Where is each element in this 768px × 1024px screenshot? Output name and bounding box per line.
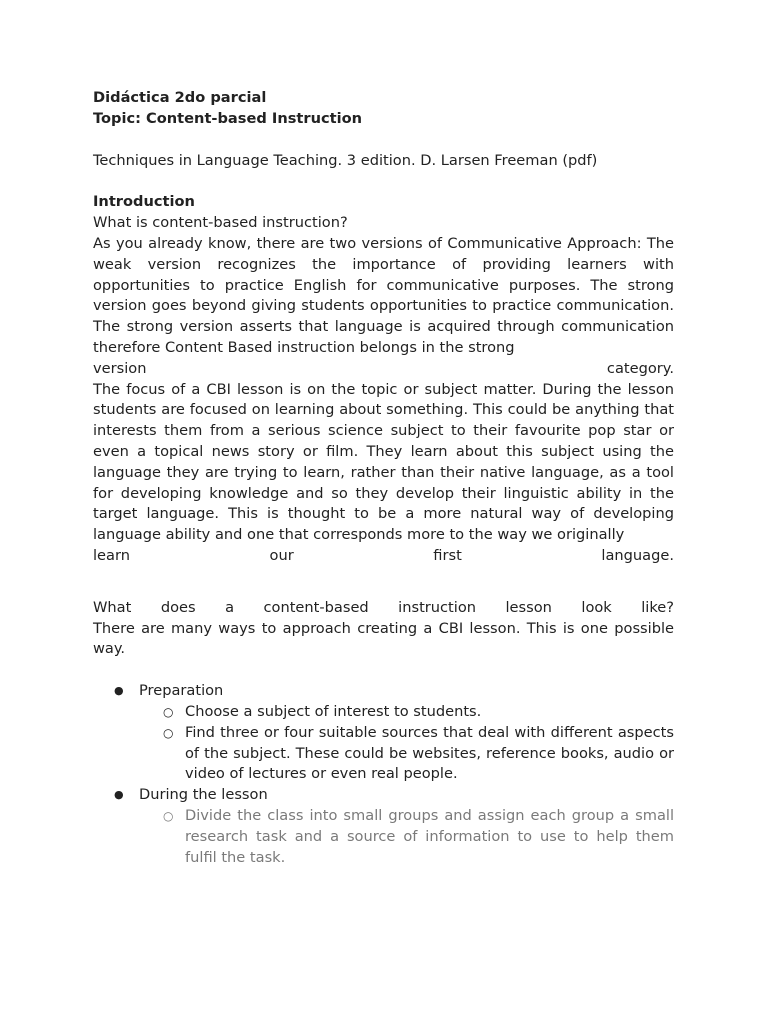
sub-list-preparation	[93, 702, 674, 785]
sub-list-during-lesson	[93, 806, 674, 868]
introduction-heading: Introduction	[93, 193, 195, 211]
sub-list-item	[93, 702, 674, 723]
question-what-is-cbi: What is content-based instruction?	[93, 214, 348, 232]
circle-bullet-icon: ○	[163, 808, 174, 823]
sub-list-item-text: Choose a subject of interest to students.	[185, 702, 482, 720]
list-item-label: Preparation	[139, 682, 224, 700]
list-item-preparation	[93, 681, 674, 785]
paragraph-cbi-focus	[93, 380, 674, 567]
bullet-icon: ●	[114, 788, 124, 802]
list-item-label: During the lesson	[139, 786, 268, 804]
lesson-steps-list	[93, 681, 674, 868]
circle-bullet-icon: ○	[163, 725, 174, 740]
sub-list-item	[93, 806, 674, 868]
sub-list-item-text: Divide the class into small groups and assign each group a small research task and a source of information to use to help them fulfil the task.	[185, 806, 674, 866]
paragraph-2-last-line: learn our first language.	[93, 546, 674, 564]
sub-list-item	[93, 723, 674, 785]
paragraph-1-last-line: version category.	[93, 359, 674, 377]
document-title: Didáctica 2do parcial	[93, 89, 267, 106]
paragraph-approaches: There are many ways to approach creating a CBI lesson. This is one possible way.	[93, 619, 674, 658]
reference-line: Techniques in Language Teaching. 3 edition. D. Larsen Freeman (pdf)	[93, 151, 598, 169]
paragraph-1-body: As you already know, there are two versions of Communicative Approach: The weak version recognizes the importance of providing learners with opportunities to practice English for communicative purposes. The strong version goes beyond giving students opportunities to practice communication. The strong version asserts that language is acquired through communication therefore Content Based instruction belongs in the strong	[93, 234, 674, 356]
paragraph-2-body: The focus of a CBI lesson is on the topic or subject matter. During the lesson students are focused on learning about something. This could be anything that interests them from a serious science subject to their favourite pop star or even a topical news story or film. They learn about this subject using the language they are trying to learn, rather than their native language, as a tool for developing knowledge and so they develop their linguistic ability in the target language. This is thought to be a more natural way of developing language ability and one that corresponds more to the way we originally	[93, 380, 674, 544]
bullet-icon: ●	[114, 684, 124, 698]
circle-bullet-icon: ○	[163, 704, 174, 719]
paragraph-communicative-approach	[93, 234, 674, 380]
question-lesson-look: What does a content-based instruction lesson look like?	[93, 598, 674, 616]
sub-list-item-text: Find three or four suitable sources that deal with different aspects of the subject. These could be websites, reference books, audio or video of lectures or even real people.	[185, 723, 674, 783]
document-body	[93, 88, 674, 868]
list-item-during-lesson	[93, 785, 674, 868]
document-topic: Topic: Content-based Instruction	[93, 109, 363, 127]
